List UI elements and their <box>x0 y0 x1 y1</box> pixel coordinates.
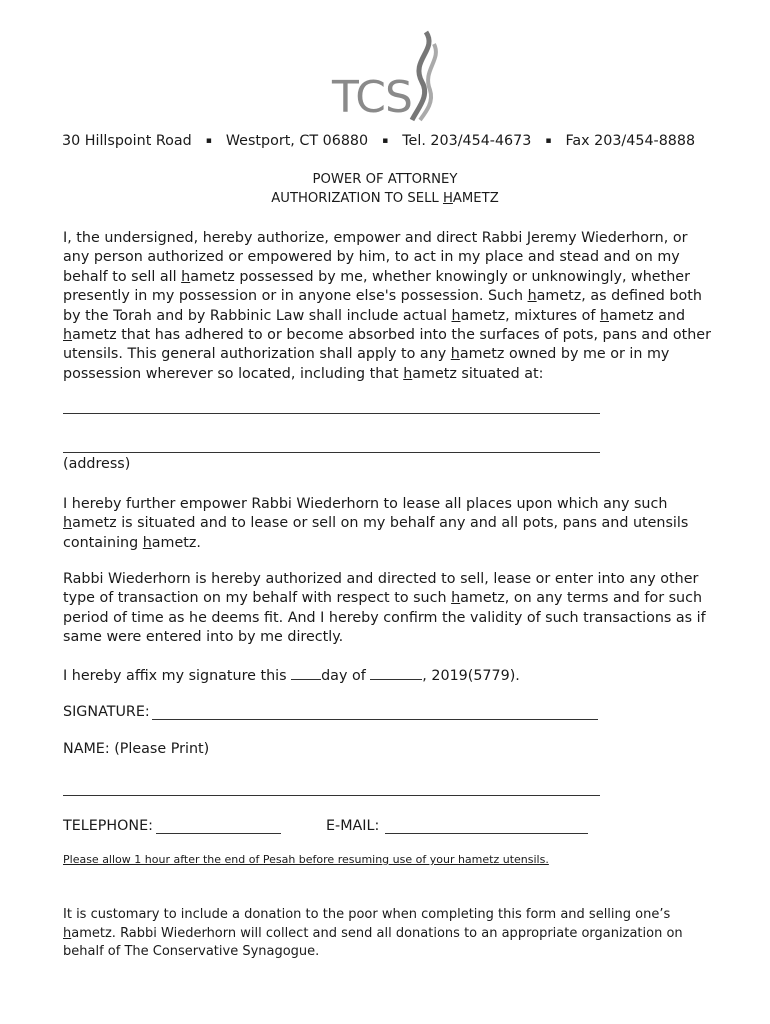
telephone-label: TELEPHONE: <box>63 818 153 834</box>
title-prefix: AUTHORIZATION TO SELL <box>271 191 443 206</box>
email-field[interactable] <box>385 833 588 834</box>
document-title <box>0 170 770 208</box>
affix-year-text: , 2019(5779). <box>422 668 520 684</box>
signature-label: SIGNATURE: <box>63 704 150 720</box>
telephone-field[interactable] <box>156 833 281 834</box>
donation-footer: It is customary to include a donation to the poor when completing this form and selling one’s hametz. Rabbi Wiederhorn will collect and send all donations to an appropriate organization on behalf of The Conservative Synagogue. <box>63 907 683 959</box>
title-line-1: POWER OF ATTORNEY <box>312 172 458 187</box>
affix-day-text: day of <box>321 668 371 684</box>
separator: ▪ <box>382 136 389 146</box>
authorization-paragraph: I, the undersigned, hereby authorize, empower and direct Rabbi Jeremy Wiederhorn, or any person authorized or empowered by him, to act in my place and stead and on my behalf to sell all hametz possessed by me, whether knowingly or unknowingly, whether presently in my possession or in anyone else's possession. Such hametz, as defined both by the Torah and by Rabbinic Law shall include actual hametz, mixtures of hametz and hametz that has adhered to or become absorbed into the surfaces of pots, pans and other utensils. This general authorization shall apply to any hametz owned by me or in my possession wherever so located, including that hametz situated at: <box>63 230 711 382</box>
logo-text: TCS <box>332 72 412 123</box>
affix-prefix: I hereby affix my signature this <box>63 668 292 684</box>
affix-signature-line <box>63 665 520 684</box>
title-underlined-letter: H <box>442 191 453 206</box>
city-address: Westport, CT 06880 <box>225 133 369 149</box>
signature-field[interactable] <box>152 719 598 720</box>
separator: ▪ <box>545 136 552 146</box>
address-line-1[interactable] <box>63 413 600 414</box>
address-line-2[interactable] <box>63 452 600 453</box>
pesah-note: Please allow 1 hour after the end of Pesah before resuming use of your hametz utensils. <box>63 853 549 866</box>
title-line-2 <box>0 189 770 208</box>
lease-paragraph: I hereby further empower Rabbi Wiederhorn to lease all places upon which any such hametz is situated and to lease or sell on my behalf any and all pots, pans and utensils containing hametz. <box>63 496 689 551</box>
street-address: 30 Hillspoint Road <box>62 133 192 149</box>
email-label: E-MAIL: <box>326 818 380 834</box>
flame-icon <box>408 30 442 122</box>
contact-line <box>62 133 712 149</box>
fax-number: Fax 203/454-8888 <box>565 133 696 149</box>
separator: ▪ <box>205 136 212 146</box>
name-label: NAME: (Please Print) <box>63 741 210 757</box>
tcs-logo <box>326 30 442 122</box>
transaction-paragraph: Rabbi Wiederhorn is hereby authorized and directed to sell, lease or enter into any other type of transaction on my behalf with respect to such hametz, on any terms and for such period of time as he deems fit. And I hereby confirm the validity of such transactions as if same were entered into by me directly. <box>63 571 706 646</box>
title-suffix: AMETZ <box>452 191 499 206</box>
day-blank[interactable] <box>291 665 321 680</box>
telephone-number: Tel. 203/454-4673 <box>402 133 532 149</box>
month-blank[interactable] <box>370 665 422 680</box>
name-field[interactable] <box>63 795 600 796</box>
address-label: (address) <box>63 456 131 472</box>
